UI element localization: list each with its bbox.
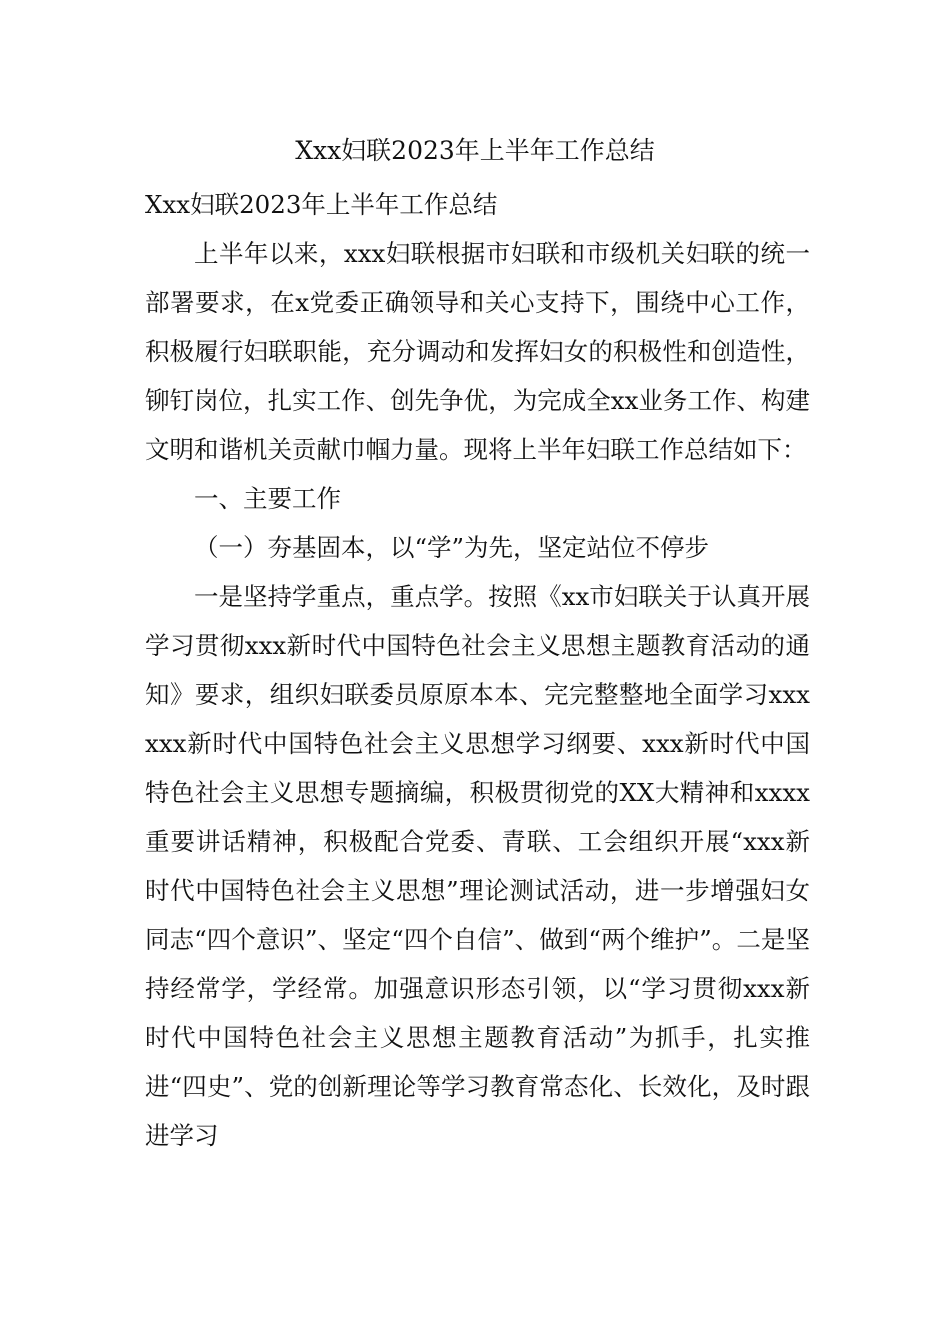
document-title: Xxx妇联2023年上半年工作总结 [295,136,655,165]
subsection-heading-1: （一）夯基固本，以“学”为先，坚定站位不停步 [194,533,710,562]
paragraph-intro: 上半年以来，xxx妇联根据市妇联和市级机关妇联的统一部署要求，在x党委正确领导和关心支持下，围绕中心工作，积极履行妇联职能，充分调动和发挥妇女的积极性和创造性，铆钉岗位，扎实工作、创先争优，为完成全xx业务工作、构建文明和谐机关贡献巾帼力量。现将上半年妇联工作总结如下： [145,239,810,464]
document-subtitle: Xxx妇联2023年上半年工作总结 [145,190,498,219]
document-body [145,180,810,1160]
section-heading-main-work: 一、主要工作 [194,484,341,513]
paragraph-study: 一是坚持学重点，重点学。按照《xx市妇联关于认真开展学习贯彻xxx新时代中国特色社会主义思想主题教育活动的通知》要求，组织妇联委员原原本本、完完整整地全面学习xxxxxx新时代中国特色社会主义思想学习纲要、xxx新时代中国特色社会主义思想专题摘编，积极贯彻党的XX大精神和xxxx重要讲话精神，积极配合党委、青联、工会组织开展“xxx新时代中国特色社会主义思想”理论测试活动，进一步增强妇女同志“四个意识”、坚定“四个自信”、做到“两个维护”。二是坚持经常学，学经常。加强意识形态引领，以“学习贯彻xxx新时代中国特色社会主义思想主题教育活动”为抓手，扎实推进“四史”、党的创新理论等学习教育常态化、长效化，及时跟进学习 [145,582,810,1150]
